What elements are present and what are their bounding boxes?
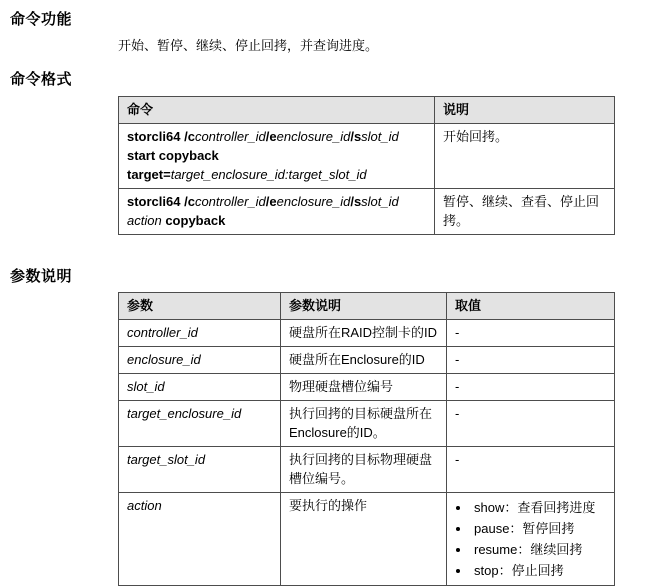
command-format-table bbox=[118, 96, 615, 235]
table-header-row bbox=[119, 293, 615, 320]
section-heading-command-format: 命令格式 bbox=[10, 71, 73, 88]
parameter-name-cell: target_enclosure_id bbox=[119, 401, 281, 447]
parameter-value-cell: - bbox=[447, 320, 615, 347]
list-item: • stop：停止回拷 bbox=[471, 560, 606, 581]
column-header-description: 说明 bbox=[435, 97, 615, 124]
parameter-value-cell: - bbox=[447, 347, 615, 374]
command-description-cell: 暂停、继续、查看、停止回拷。 bbox=[435, 189, 615, 235]
table-row bbox=[119, 347, 615, 374]
column-header-parameter: 参数 bbox=[119, 293, 281, 320]
parameter-value-cell: - bbox=[447, 401, 615, 447]
column-header-value: 取值 bbox=[447, 293, 615, 320]
parameter-description-cell: 物理硬盘槽位编号 bbox=[281, 374, 447, 401]
action-value-list bbox=[455, 497, 606, 581]
parameter-name-cell: controller_id bbox=[119, 320, 281, 347]
parameter-description-cell: 执行回拷的目标硬盘所在Enclosure的ID。 bbox=[281, 401, 447, 447]
parameter-name-cell: target_slot_id bbox=[119, 447, 281, 493]
table-row bbox=[119, 374, 615, 401]
table-row bbox=[119, 493, 615, 586]
column-header-command: 命令 bbox=[119, 97, 435, 124]
section-heading-command-function: 命令功能 bbox=[10, 11, 73, 28]
parameter-description-cell: 硬盘所在RAID控制卡的ID bbox=[281, 320, 447, 347]
list-item: • resume：继续回拷 bbox=[471, 539, 606, 560]
column-header-parameter-description: 参数说明 bbox=[281, 293, 447, 320]
table-header-row bbox=[119, 97, 615, 124]
parameter-description-cell: 执行回拷的目标物理硬盘槽位编号。 bbox=[281, 447, 447, 493]
parameter-value-cell: - bbox=[447, 374, 615, 401]
table-row bbox=[119, 447, 615, 493]
parameter-value-cell bbox=[447, 493, 615, 586]
parameter-table bbox=[118, 292, 615, 586]
parameter-name-cell: slot_id bbox=[119, 374, 281, 401]
parameter-description-cell: 要执行的操作 bbox=[281, 493, 447, 586]
command-syntax-cell: storcli64 /ccontroller_id/eenclosure_id/sslot_id start copyback target=target_enclosure_id:target_slot_id bbox=[119, 124, 435, 189]
parameter-name-cell: enclosure_id bbox=[119, 347, 281, 374]
command-description-cell: 开始回拷。 bbox=[435, 124, 615, 189]
parameter-value-cell: - bbox=[447, 447, 615, 493]
parameter-description-cell: 硬盘所在Enclosure的ID bbox=[281, 347, 447, 374]
section-heading-parameters: 参数说明 bbox=[10, 268, 73, 285]
command-function-text: 开始、暂停、继续、停止回拷，并查询进度。 bbox=[118, 38, 379, 53]
table-row bbox=[119, 124, 615, 189]
list-item: • pause：暂停回拷 bbox=[471, 518, 606, 539]
list-item: • show：查看回拷进度 bbox=[471, 497, 606, 518]
table-row bbox=[119, 189, 615, 235]
parameter-name-cell: action bbox=[119, 493, 281, 586]
table-row bbox=[119, 320, 615, 347]
table-row bbox=[119, 401, 615, 447]
command-syntax-cell: storcli64 /ccontroller_id/eenclosure_id/sslot_id action copyback bbox=[119, 189, 435, 235]
